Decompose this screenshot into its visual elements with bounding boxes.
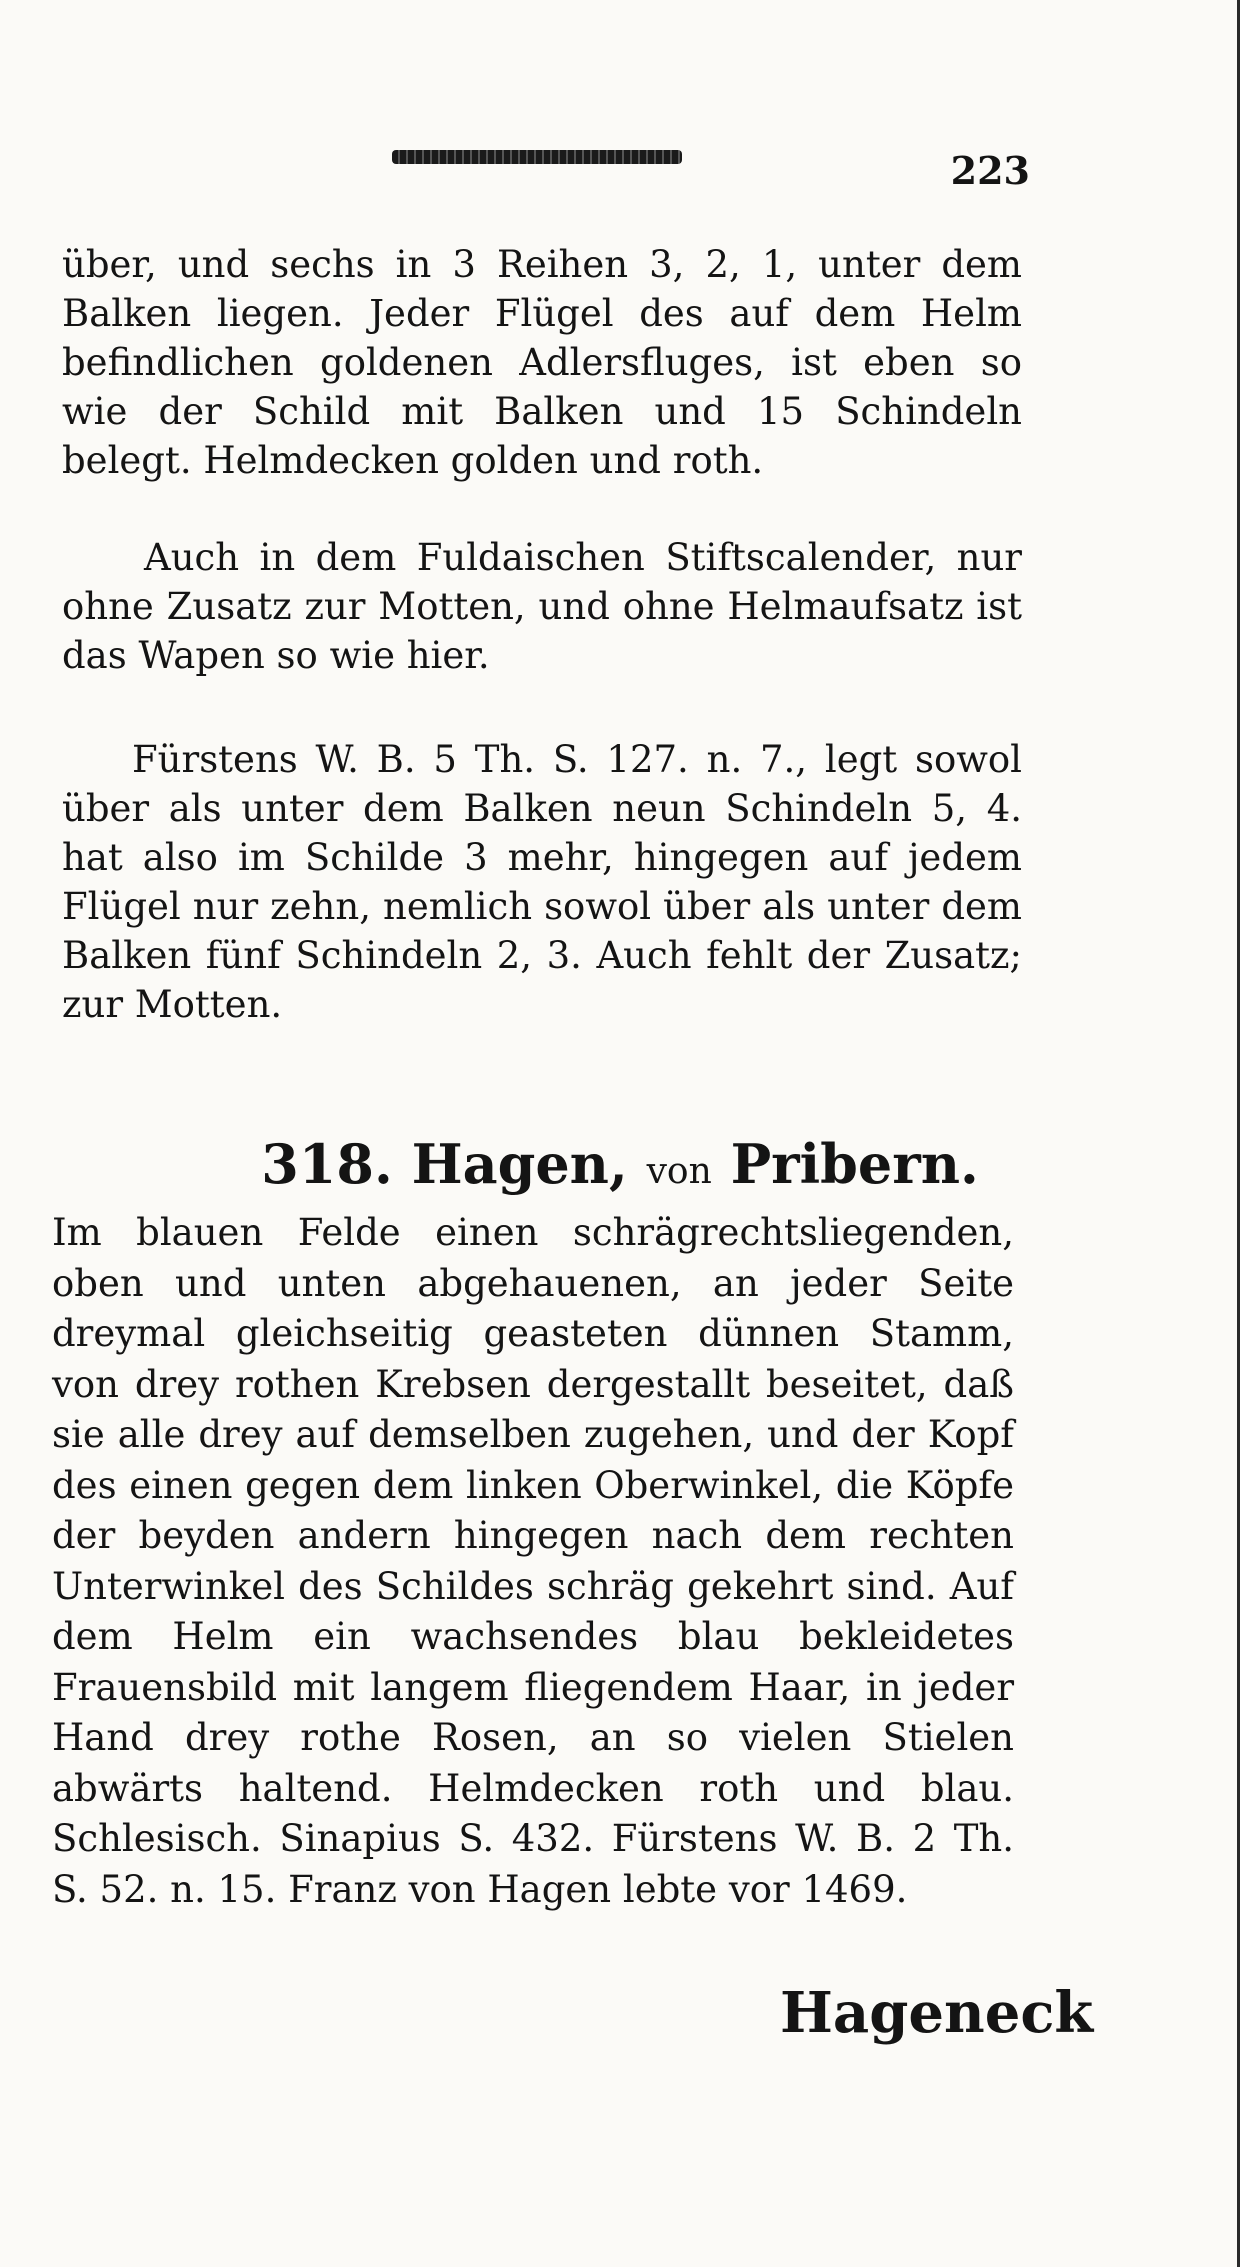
- entry-number: 318.: [261, 1132, 393, 1196]
- entry-text: Im blauen Felde einen schrägrechtsliegenden, oben und unten abgehauenen, an jeder Seite dreymal gleichseitig geasteten dünnen Stamm, von drey rothen Krebsen dergestallt beseitet, daß sie alle drey auf demselben zugehen, und der Kopf des einen gegen dem linken Oberwinkel, die Köpfe der beyden andern hingegen nach dem rechten Unterwinkel des Schildes schräg gekehrt sind. Auf dem Helm ein wachsendes blau bekleidetes Frauensbild mit langem fliegendem Haar, in jeder Hand drey rothe Rosen, an so vielen Stielen abwärts haltend. Helmdecken roth und blau. Schlesisch. Sinapius S. 432. Fürstens W. B. 2 Th. S. 52. n. 15. Franz von Hagen lebte vor 1469.: [52, 1211, 1014, 1911]
- catchword: Hageneck: [780, 1980, 1094, 2046]
- entry-heading: [0, 1132, 1240, 1204]
- paragraph-3: Fürstens W. B. 5 Th. S. 127. n. 7., legt sowol über als unter dem Balken neun Schindeln 5, 4. hat also im Schilde 3 mehr, hingegen auf jedem Flügel nur zehn, nemlich sowol über als unter dem Balken fünf Schindeln 2, 3. Auch fehlt der Zusatz; zur Motten.: [62, 738, 1022, 1026]
- header-ornament-rule: [392, 150, 682, 164]
- entry-place: Pribern.: [730, 1132, 979, 1196]
- entry-von: von: [646, 1151, 712, 1192]
- paragraph-1: über, und sechs in 3 Reihen 3, 2, 1, unter dem Balken liegen. Jeder Flügel des auf dem Helm befindlichen goldenen Adlersfluges, ist eben so wie der Schild mit Balken und 15 Schindeln belegt. Helmdecken golden und roth.: [62, 243, 1022, 482]
- paragraph-2: Auch in dem Fuldaischen Stiftscalender, nur ohne Zusatz zur Motten, und ohne Helmaufsatz ist das Wapen so wie hier.: [62, 536, 1022, 677]
- entry-name: Hagen,: [411, 1132, 628, 1196]
- page-number: 223: [950, 148, 1030, 193]
